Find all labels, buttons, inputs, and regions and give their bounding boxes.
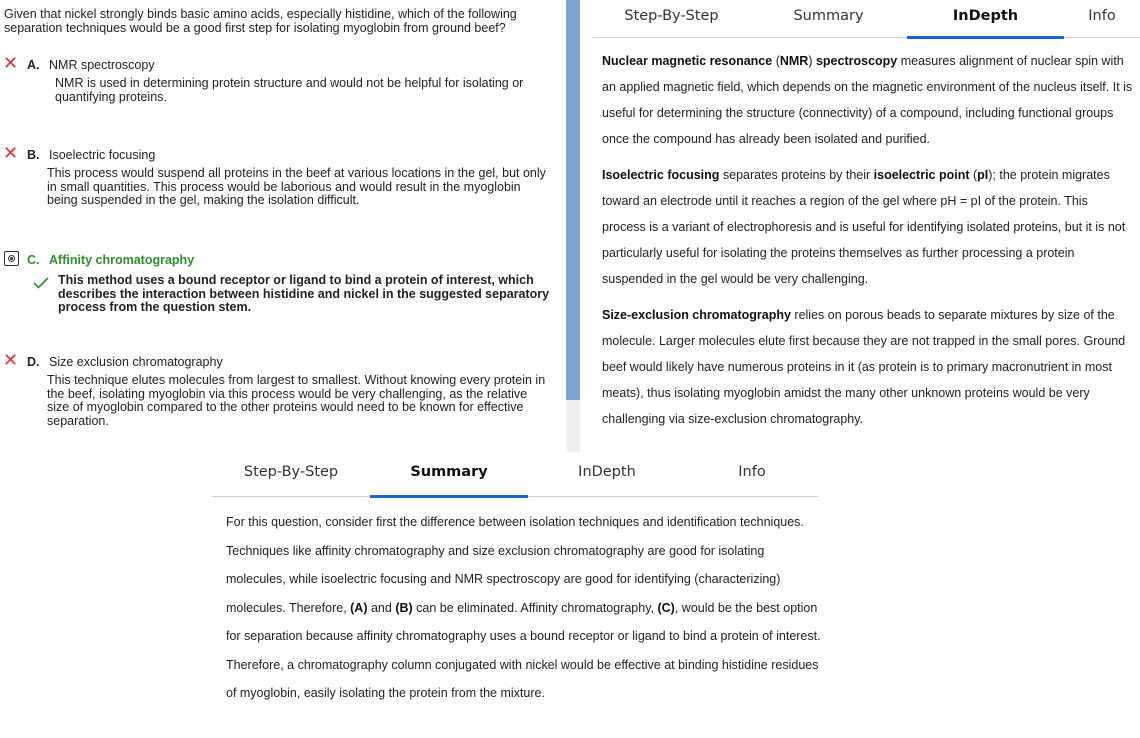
option-explanation: This technique elutes molecules from largest to smallest. Without knowing every protein in the beef, isolating myoglobin via this process would be very challenging, as the relative size of myoglobin compared to the other proteins would need to be known for effective separation. xyxy=(47,373,546,428)
summary-content xyxy=(226,508,826,708)
text-run: ( xyxy=(772,54,780,68)
option-letter: C. xyxy=(27,253,40,267)
term: isoelectric point xyxy=(873,168,970,182)
tab-step-by-step[interactable]: Step-By-Step xyxy=(624,8,719,24)
text-run: , would be the best option for separation because affinity chromatography uses a bound receptor or ligand to bind a protein of interest. Therefore, a chromatography column conjugated with nickel would be effective at binding histidine residues of myoglobin, easily isolating the protein from the mixture. xyxy=(226,600,821,700)
option-letter: D. xyxy=(27,355,40,369)
text-run: and xyxy=(367,600,396,615)
text-run: ( xyxy=(969,168,978,182)
text-run: separates proteins by their xyxy=(719,168,874,182)
term: pI xyxy=(977,168,989,182)
option-explanation: NMR is used in determining protein structure and would not be helpful for isolating or quantifying proteins. xyxy=(55,76,524,104)
term: Nuclear magnetic resonance xyxy=(602,54,773,68)
option-text: Size exclusion chromatography xyxy=(49,355,223,369)
answer-ref: (A) xyxy=(350,600,368,615)
tab-step-by-step[interactable]: Step-By-Step xyxy=(243,464,339,480)
x-mark-icon: ✕ xyxy=(3,53,19,74)
indepth-paragraph-sec xyxy=(602,302,1134,432)
text-run: ); the protein migrates toward an electrode until it reaches a region of the gel where pH = pI of the protein. This process is a variant of electrophoresis and is useful for identifying isolated proteins, but it is not particularly useful for isolating the proteins themselves as further processing a protein suspended in the gel would be very challenging. xyxy=(602,168,1126,286)
term: Isoelectric focusing xyxy=(602,168,720,182)
summary-tabbar xyxy=(212,457,818,497)
x-mark-icon: ✕ xyxy=(3,350,19,371)
indepth-content xyxy=(602,48,1134,442)
tab-indepth[interactable]: InDepth xyxy=(907,0,1064,37)
text-run: can be eliminated. Affinity chromatography, xyxy=(412,600,658,615)
x-mark-icon: ✕ xyxy=(3,143,19,164)
option-text: Isoelectric focusing xyxy=(49,148,156,162)
question-panel xyxy=(0,0,565,452)
answer-option-a[interactable] xyxy=(0,55,560,125)
option-letter: A. xyxy=(27,58,40,72)
answer-ref: (B) xyxy=(395,600,413,615)
answer-option-b[interactable] xyxy=(0,145,560,235)
answer-option-c[interactable] xyxy=(0,250,560,330)
tab-summary[interactable]: Summary xyxy=(793,8,864,24)
tab-summary[interactable]: Summary xyxy=(370,457,528,496)
radio-selected-icon[interactable] xyxy=(4,251,19,266)
option-text: Affinity chromatography xyxy=(49,253,195,267)
tab-indepth[interactable]: InDepth xyxy=(578,464,636,480)
tab-info[interactable]: Info xyxy=(738,464,766,480)
term: spectroscopy xyxy=(815,54,898,68)
option-letter: B. xyxy=(27,148,40,162)
text-run: ) xyxy=(808,54,816,68)
term: Size-exclusion chromatography xyxy=(602,308,791,322)
indepth-paragraph-nmr xyxy=(602,48,1134,152)
text-run: relies on porous beads to separate mixtures by size of the molecule. Larger molecules elute first because they are not trapped in the small pores. Ground beef would likely have numerous proteins in it (as protein is to primary macronutrient in most meats), thus isolating myoglobin amidst the many other unknown proteins would be very challenging via size-exclusion chromatography. xyxy=(602,308,1126,426)
question-stem: Given that nickel strongly binds basic amino acids, especially histidine, which of the following separation techniques would be a good first step for isolating myoglobin from ground beef? xyxy=(4,7,517,35)
scrollbar-thumb[interactable] xyxy=(566,0,580,400)
option-text: NMR spectroscopy xyxy=(49,58,155,72)
option-explanation: This process would suspend all proteins in the beef at various locations in the gel, but only in small quantities. This process would be laborious and would result in the myoglobin being suspended in the gel, making the isolation difficult. xyxy=(47,166,546,207)
checkmark-icon xyxy=(33,277,49,289)
option-explanation: This method uses a bound receptor or ligand to bind a protein of interest, which describes the interaction between histidine and nickel in the suggested separatory process from the question stem. xyxy=(58,273,550,314)
answer-option-d[interactable] xyxy=(0,352,560,452)
text-run: For this question, consider first the difference between isolation techniques and identification techniques. Techniques like affinity chromatography and size exclusion chromatography are good for isolating molecules, while isoelectric focusing and NMR spectroscopy are good for identifying (characterizing) molecules. Therefore, xyxy=(226,515,804,615)
answer-ref: (C) xyxy=(657,600,675,615)
explanation-tabbar xyxy=(593,0,1140,38)
term: NMR xyxy=(779,54,809,68)
text-run: measures alignment of nuclear spin with an applied magnetic field, which depends on the magnetic environment of the nucleus itself. It is useful for determining the structure (connectivity) of a compound, including functional groups once the compound has already been isolated and purified. xyxy=(602,54,1133,146)
tab-info[interactable]: Info xyxy=(1088,8,1116,24)
indepth-paragraph-ief xyxy=(602,162,1134,292)
